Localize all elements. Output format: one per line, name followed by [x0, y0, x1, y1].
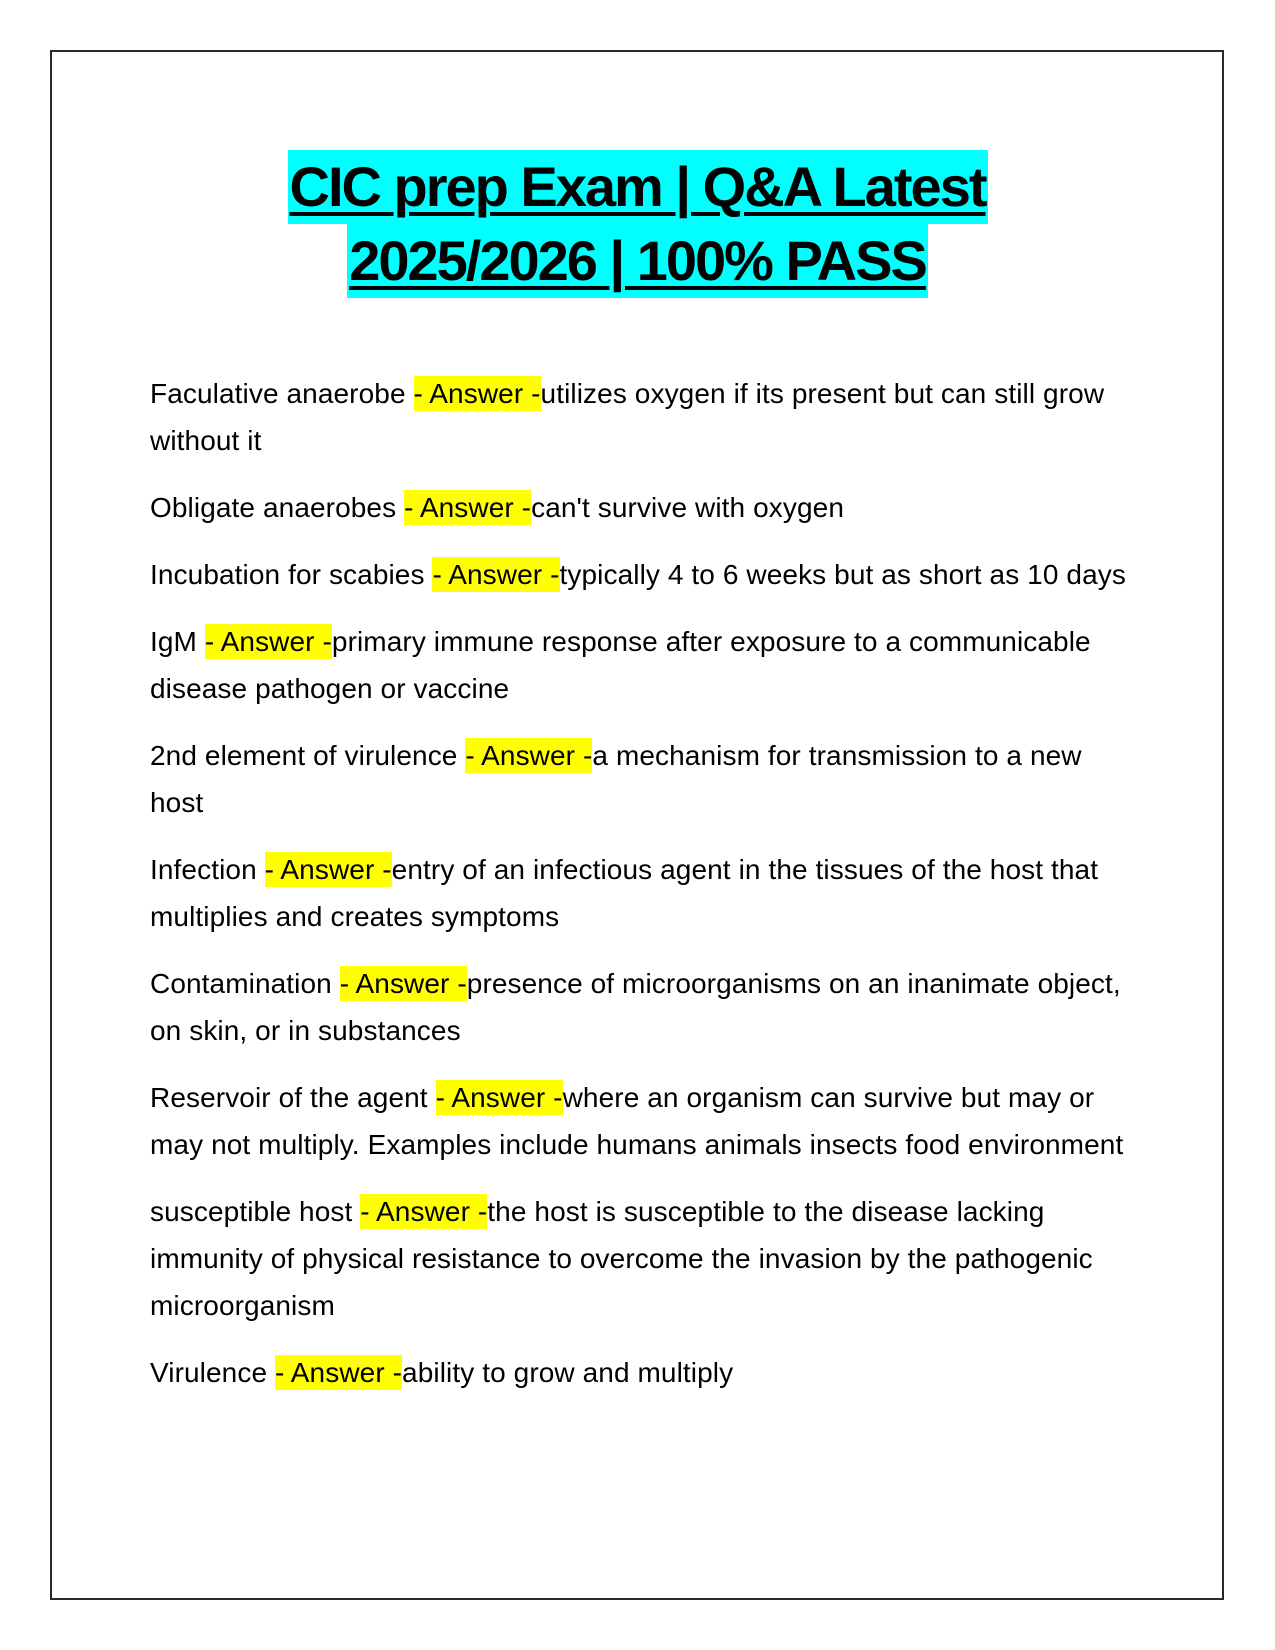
- qa-answer: entry of an infectious agent in the tissues of the host that multiplies and creates symptoms: [150, 854, 1099, 932]
- qa-item: [150, 1349, 1135, 1396]
- qa-term: IgM: [150, 626, 205, 657]
- qa-term: Reservoir of the agent: [150, 1082, 436, 1113]
- answer-marker: - Answer -: [432, 559, 560, 590]
- qa-term: susceptible host: [150, 1196, 361, 1227]
- page-title: [0, 150, 1275, 298]
- qa-item: [150, 1074, 1135, 1168]
- qa-item: [150, 551, 1135, 598]
- qa-term: Infection: [150, 854, 265, 885]
- qa-answer: typically 4 to 6 weeks but as short as 10 days: [559, 559, 1126, 590]
- qa-answer: utilizes oxygen if its present but can still grow without it: [150, 378, 1105, 456]
- qa-item: [150, 846, 1135, 940]
- title-line-2: 2025/2026 | 100% PASS: [347, 224, 928, 298]
- title-line-1: CIC prep Exam | Q&A Latest: [288, 150, 988, 224]
- qa-term: Incubation for scabies: [150, 559, 433, 590]
- qa-item: [150, 370, 1135, 464]
- qa-answer: the host is susceptible to the disease lacking immunity of physical resistance to overcome the invasion by the pathogenic microorganism: [150, 1196, 1093, 1321]
- qa-answer: primary immune response after exposure to a communicable disease pathogen or vaccine: [150, 626, 1091, 704]
- answer-marker: - Answer -: [339, 968, 467, 999]
- qa-answer: ability to grow and multiply: [402, 1357, 734, 1388]
- qa-item: [150, 618, 1135, 712]
- answer-marker: - Answer -: [275, 1357, 403, 1388]
- qa-item: [150, 484, 1135, 531]
- answer-marker: - Answer -: [404, 492, 532, 523]
- qa-item: [150, 732, 1135, 826]
- qa-answer: a mechanism for transmission to a new host: [150, 740, 1082, 818]
- answer-marker: - Answer -: [360, 1196, 488, 1227]
- qa-answer: presence of microorganisms on an inanimate object, on skin, or in substances: [150, 968, 1121, 1046]
- qa-list: [150, 370, 1135, 1416]
- answer-marker: - Answer -: [264, 854, 392, 885]
- qa-term: Faculative anaerobe: [150, 378, 414, 409]
- answer-marker: - Answer -: [413, 378, 541, 409]
- answer-marker: - Answer -: [465, 740, 593, 771]
- qa-answer: can't survive with oxygen: [531, 492, 844, 523]
- qa-item: [150, 1188, 1135, 1329]
- answer-marker: - Answer -: [435, 1082, 563, 1113]
- qa-term: Contamination: [150, 968, 340, 999]
- qa-answer: where an organism can survive but may or may not multiply. Examples include humans animals insects food environment: [150, 1082, 1124, 1160]
- qa-term: 2nd element of virulence: [150, 740, 466, 771]
- qa-term: Virulence: [150, 1357, 276, 1388]
- answer-marker: - Answer -: [204, 626, 332, 657]
- qa-item: [150, 960, 1135, 1054]
- qa-term: Obligate anaerobes: [150, 492, 405, 523]
